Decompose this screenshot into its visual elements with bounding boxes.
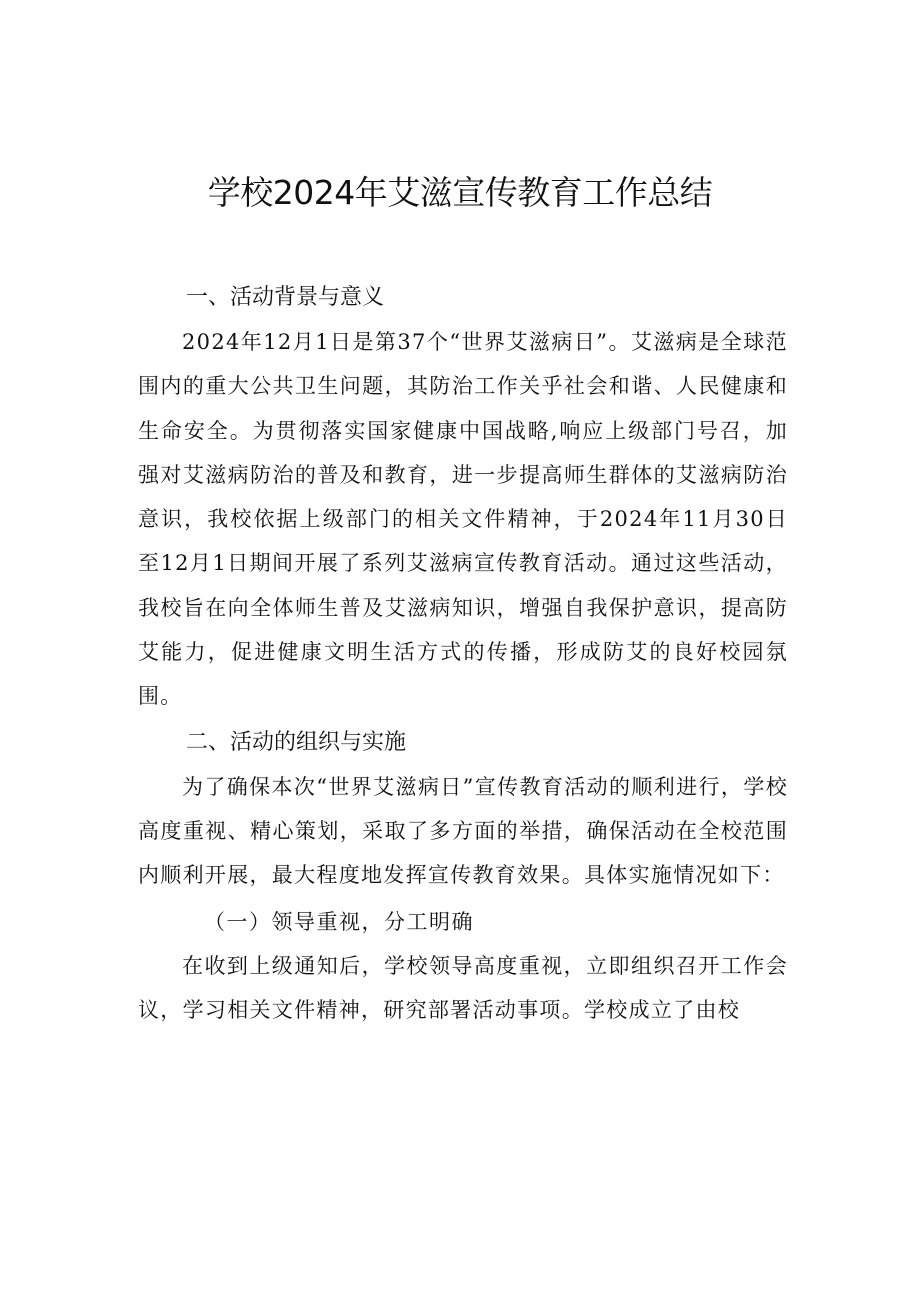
section-heading-organization: 二、活动的组织与实施 <box>186 729 407 755</box>
section-paragraph-organization: 为了确保本次“世界艾滋病日”宣传教育活动的顺利进行，学校高度重视、精心策划，采取了多方面的举措，确保活动在全校范围内顺利开展，最大程度地发挥宣传教育效果。具体实施情况如下： <box>138 774 788 888</box>
subsection-paragraph-leadership: 在收到上级通知后，学校领导高度重视，立即组织召开工作会议，学习相关文件精神，研究部署活动事项。学校成立了由校 <box>138 953 788 1022</box>
section-heading-background: 一、活动背景与意义 <box>186 285 385 310</box>
section-paragraph-background: 2024年12月1日是第37个“世界艾滋病日”。艾滋病是全球范围内的重大公共卫生问题，其防治工作关乎社会和谐、人民健康和生命安全。为贯彻落实国家健康中国战略,响应上级部门号召，加强对艾滋病防治的普及和教育，进一步提高师生群体的艾滋病防治意识，我校依据上级部门的相关文件精神，于2024年11月30日至12月1日期间开展了系列艾滋病宣传教育活动。通过这些活动，我校旨在向全体师生普及艾滋病知识，增强自我保护意识，提高防艾能力，促进健康文明生活方式的传播，形成防艾的良好校园氛围。 <box>138 330 788 709</box>
document-body <box>138 276 788 1032</box>
document-title: 学校2024年艾滋宣传教育工作总结 <box>207 173 713 212</box>
subsection-heading-leadership: （一）领导重视，分工明确 <box>204 909 474 934</box>
